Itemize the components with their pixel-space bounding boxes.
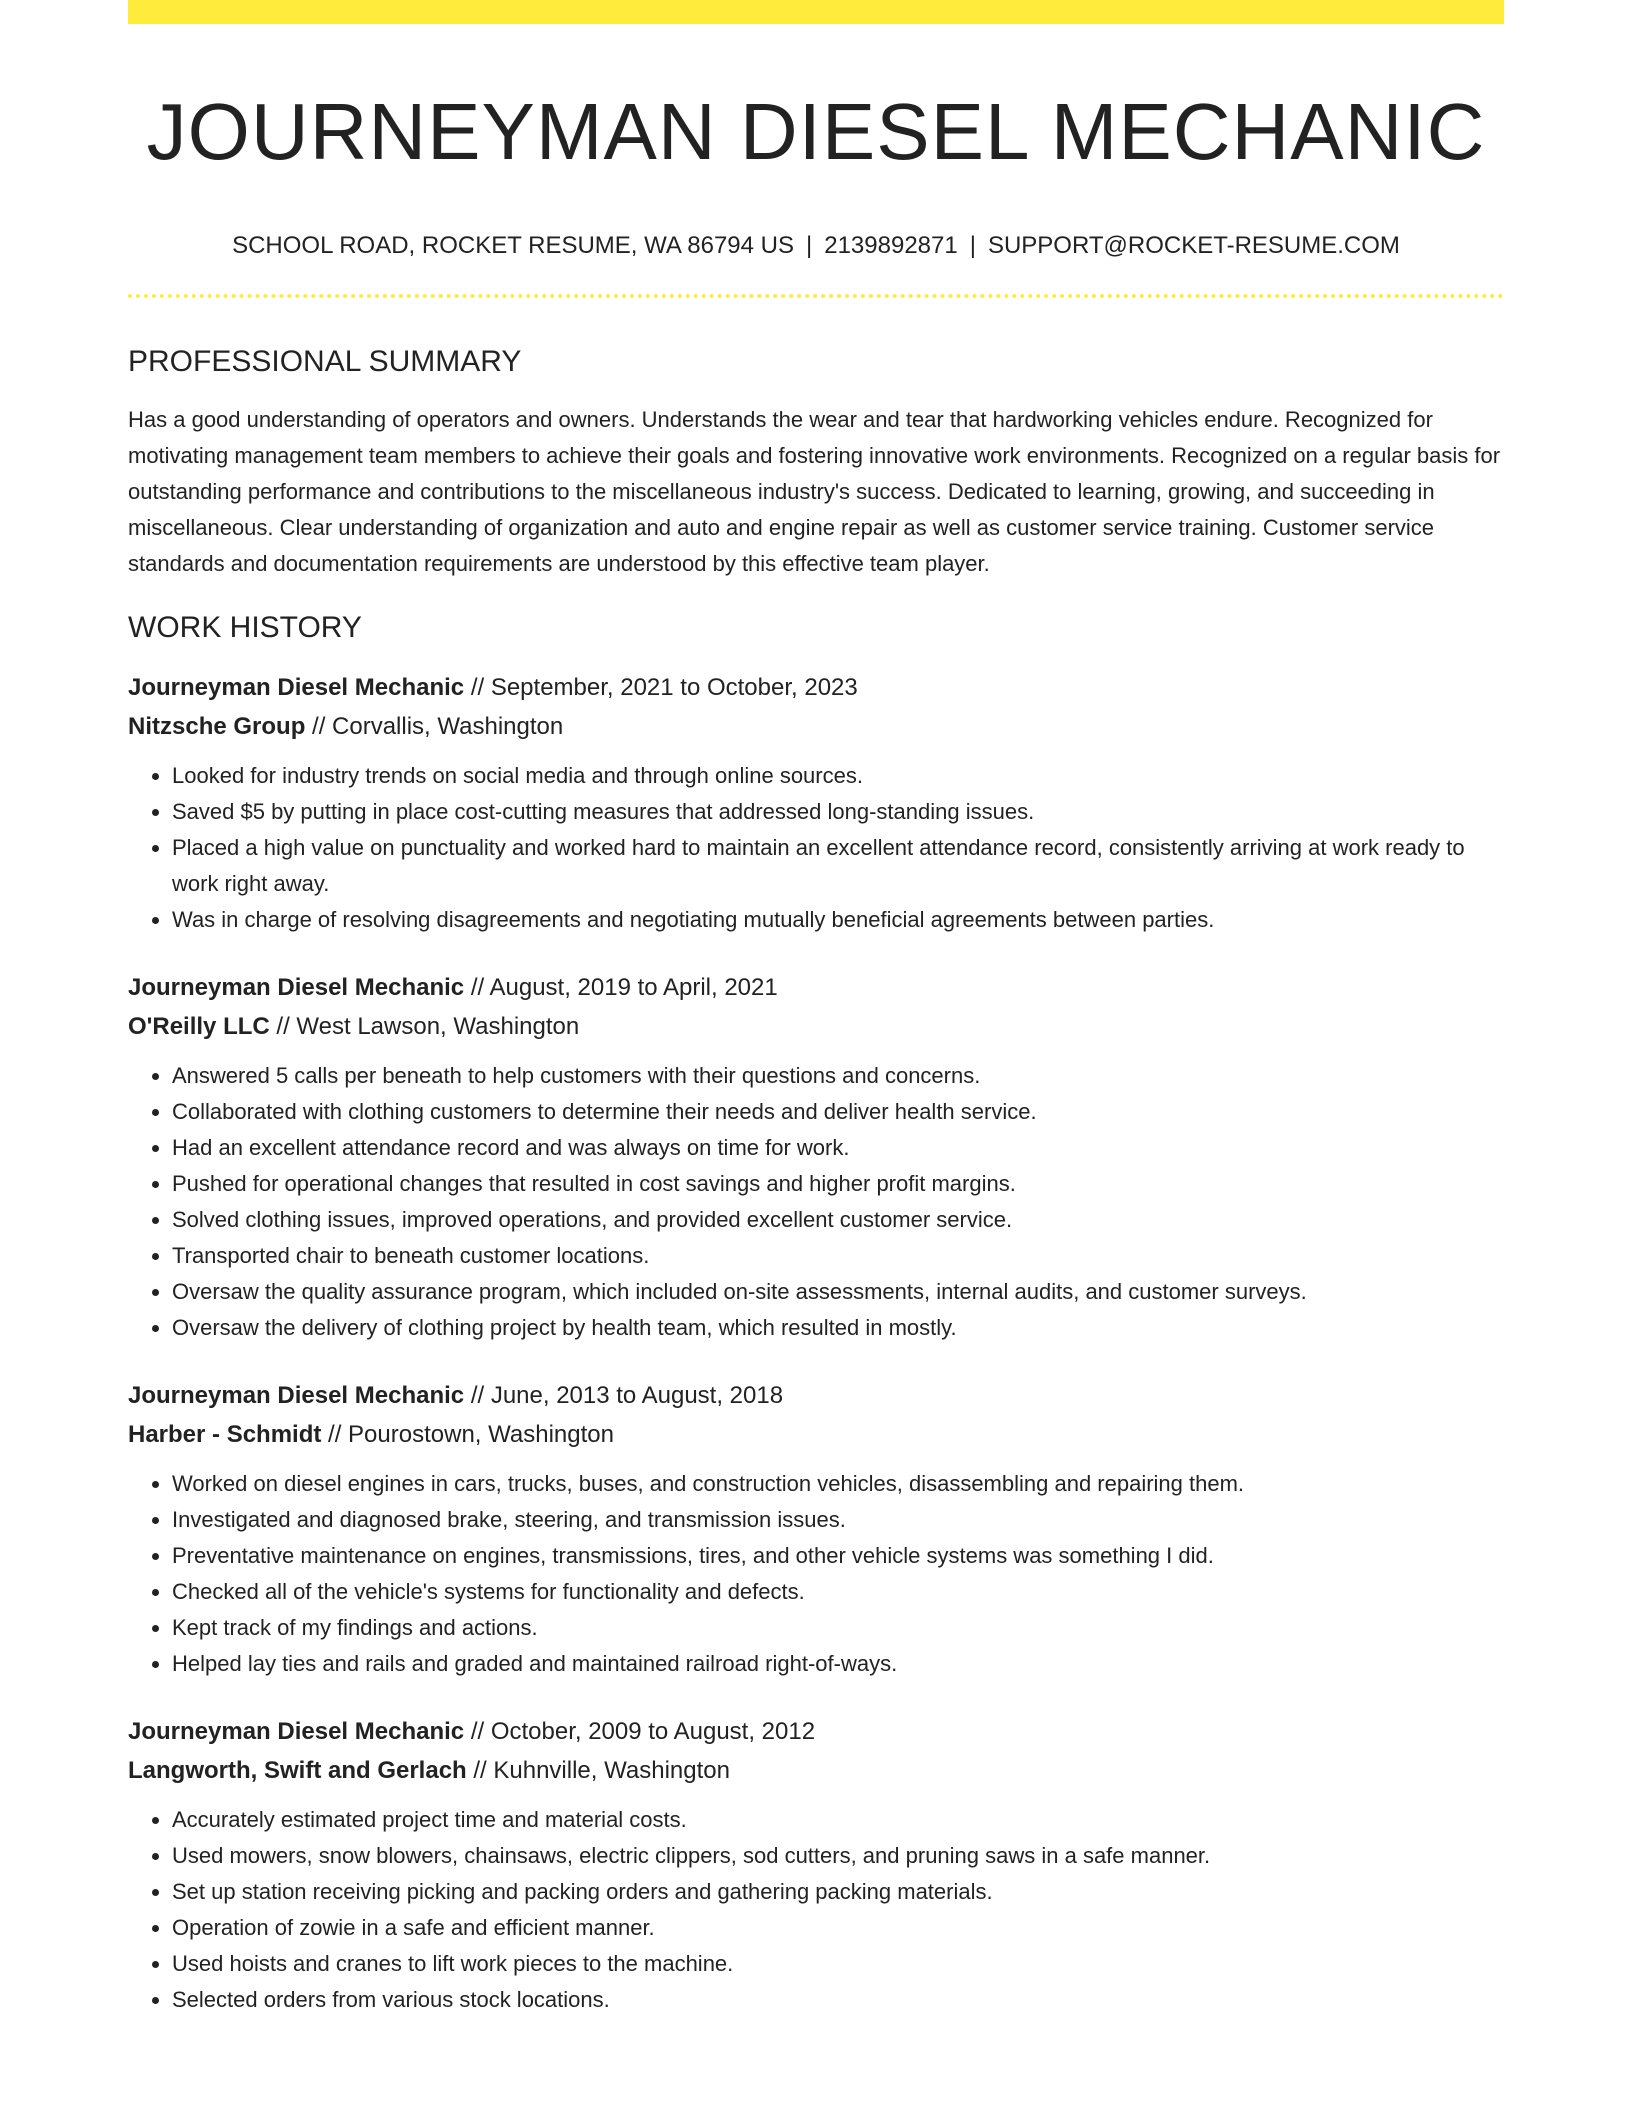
job-entry [128, 668, 1504, 938]
job-company-line [128, 1007, 1504, 1046]
jobs-list [128, 668, 1504, 2018]
dotted-divider [128, 294, 1504, 298]
job-company-line [128, 1751, 1504, 1790]
contact-separator: | [969, 232, 976, 259]
job-entry [128, 1712, 1504, 2018]
job-dates: // June, 2013 to August, 2018 [470, 1382, 784, 1409]
job-bullets [128, 1466, 1504, 1682]
job-bullet: • Operation of zowie in a safe and efficient manner. [172, 1910, 1504, 1946]
job-dates: // August, 2019 to April, 2021 [470, 974, 778, 1001]
job-title-line [128, 668, 1504, 707]
job-bullet: • Worked on diesel engines in cars, trucks, buses, and construction vehicles, disassembling and repairing them. [172, 1466, 1504, 1502]
job-dates: // October, 2009 to August, 2012 [470, 1718, 816, 1745]
contact-line [128, 230, 1504, 262]
job-bullet: • Investigated and diagnosed brake, steering, and transmission issues. [172, 1502, 1504, 1538]
job-location: // West Lawson, Washington [276, 1013, 580, 1040]
job-bullet: • Selected orders from various stock locations. [172, 1982, 1504, 2018]
job-bullets [128, 1058, 1504, 1346]
job-title-line [128, 968, 1504, 1007]
job-bullet: • Helped lay ties and rails and graded and maintained railroad right-of-ways. [172, 1646, 1504, 1682]
summary-heading: PROFESSIONAL SUMMARY [128, 345, 522, 378]
job-bullet: • Used mowers, snow blowers, chainsaws, electric clippers, sod cutters, and pruning saws in a safe manner. [172, 1838, 1504, 1874]
job-bullet: • Looked for industry trends on social media and through online sources. [172, 758, 1504, 794]
job-bullet: • Pushed for operational changes that resulted in cost savings and higher profit margins. [172, 1166, 1504, 1202]
job-title: Journeyman Diesel Mechanic [128, 974, 465, 1001]
job-dates: // September, 2021 to October, 2023 [470, 674, 858, 701]
job-bullet: • Oversaw the quality assurance program, which included on-site assessments, internal audits, and customer surveys. [172, 1274, 1504, 1310]
job-bullets [128, 758, 1504, 938]
job-bullet: • Oversaw the delivery of clothing project by health team, which resulted in mostly. [172, 1310, 1504, 1346]
job-bullets [128, 1802, 1504, 2018]
job-company: Harber - Schmidt [128, 1421, 322, 1448]
job-company: Nitzsche Group [128, 713, 306, 740]
job-location: // Pourostown, Washington [328, 1421, 614, 1448]
job-bullet: • Set up station receiving picking and packing orders and gathering packing materials. [172, 1874, 1504, 1910]
job-title: Journeyman Diesel Mechanic [128, 1718, 465, 1745]
job-location: // Corvallis, Washington [312, 713, 564, 740]
job-bullet: • Collaborated with clothing customers to determine their needs and deliver health service. [172, 1094, 1504, 1130]
job-company-line [128, 1415, 1504, 1454]
job-bullet: • Used hoists and cranes to lift work pieces to the machine. [172, 1946, 1504, 1982]
job-entry [128, 1376, 1504, 1682]
contact-separator: | [806, 232, 813, 259]
job-bullet: • Preventative maintenance on engines, transmissions, tires, and other vehicle systems was something I did. [172, 1538, 1504, 1574]
job-title: Journeyman Diesel Mechanic [128, 1382, 465, 1409]
job-location: // Kuhnville, Washington [473, 1757, 730, 1784]
job-title-line [128, 1376, 1504, 1415]
job-title: Journeyman Diesel Mechanic [128, 674, 465, 701]
contact-phone: 2139892871 [824, 232, 958, 259]
contact-email: SUPPORT@ROCKET-RESUME.COM [987, 232, 1400, 259]
resume-title: JOURNEYMAN DIESEL MECHANIC [146, 87, 1486, 176]
work-history-heading: WORK HISTORY [128, 611, 362, 644]
job-bullet: • Answered 5 calls per beneath to help customers with their questions and concerns. [172, 1058, 1504, 1094]
top-accent-bar [128, 0, 1504, 24]
contact-address: SCHOOL ROAD, ROCKET RESUME, WA 86794 US [232, 232, 794, 259]
resume-page [128, 0, 1504, 2112]
job-entry [128, 968, 1504, 1346]
job-company: Langworth, Swift and Gerlach [128, 1757, 467, 1784]
job-bullet: • Accurately estimated project time and material costs. [172, 1802, 1504, 1838]
job-bullet: • Was in charge of resolving disagreements and negotiating mutually beneficial agreements between parties. [172, 902, 1504, 938]
job-bullet: • Placed a high value on punctuality and worked hard to maintain an excellent attendance record, consistently arriving at work ready to work right away. [172, 830, 1504, 902]
job-bullet: • Checked all of the vehicle's systems for functionality and defects. [172, 1574, 1504, 1610]
job-company-line [128, 707, 1504, 746]
job-title-line [128, 1712, 1504, 1751]
summary-text: Has a good understanding of operators and owners. Understands the wear and tear that hardworking vehicles endure. Recognized for motivating management team members to achieve their goals and fostering innovative work environments. Recognized on a regular basis for outstanding performance and contributions to the miscellaneous industry's success. Dedicated to learning, growing, and succeeding in miscellaneous. Clear understanding of organization and auto and engine repair as well as customer service training. Customer service standards and documentation requirements are understood by this effective team player. [128, 407, 1501, 576]
job-bullet: • Had an excellent attendance record and was always on time for work. [172, 1130, 1504, 1166]
job-bullet: • Kept track of my findings and actions. [172, 1610, 1504, 1646]
job-bullet: • Solved clothing issues, improved operations, and provided excellent customer service. [172, 1202, 1504, 1238]
job-bullet: • Transported chair to beneath customer locations. [172, 1238, 1504, 1274]
job-company: O'Reilly LLC [128, 1013, 270, 1040]
job-bullet: • Saved $5 by putting in place cost-cutting measures that addressed long-standing issues. [172, 794, 1504, 830]
